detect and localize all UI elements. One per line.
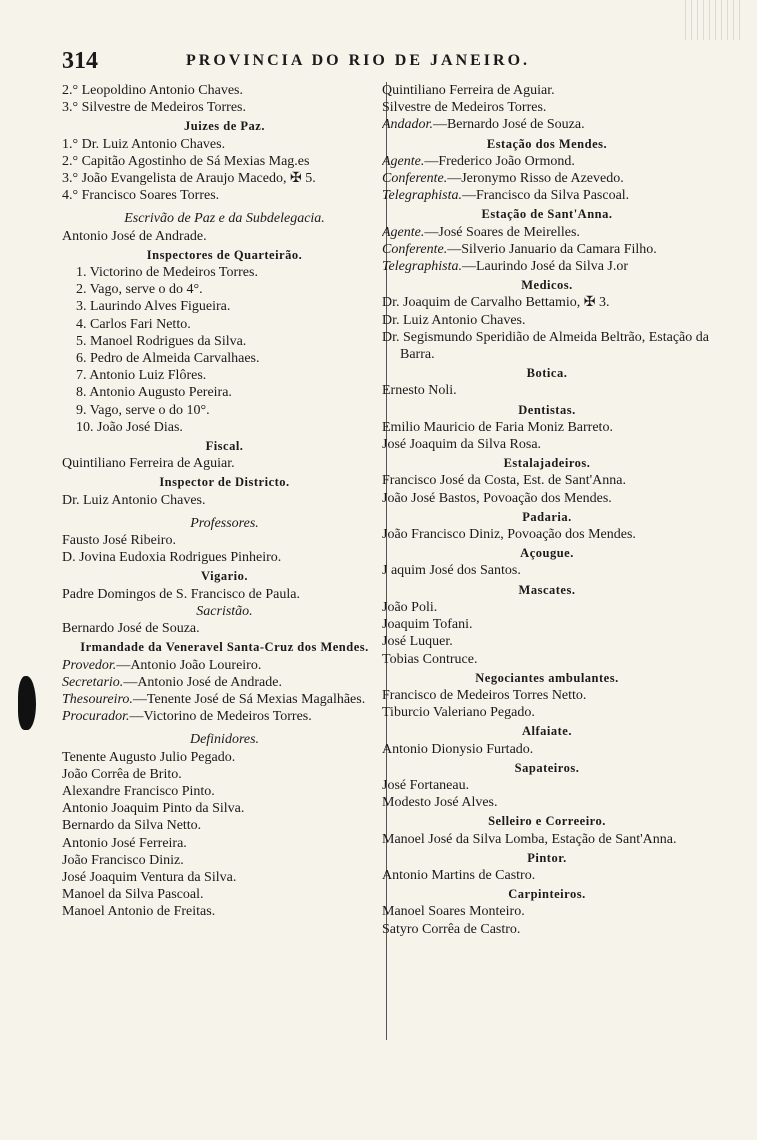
role-name: —Silverio Januario da Camara Filho. (447, 241, 657, 257)
role-label: Thesoureiro. (62, 691, 133, 707)
section-heading-estalajadeiros: Estalajadeiros. (503, 456, 591, 471)
list-item: Quintiliano Ferreira de Aguiar. (62, 456, 235, 472)
list-item: 3. Laurindo Alves Figueira. (76, 299, 231, 315)
section-heading-pintor: Pintor. (527, 850, 567, 865)
list-item: Tiburcio Valeriano Pegado. (382, 705, 535, 721)
role-name: —Frederico João Ormond. (424, 153, 575, 169)
list-item: Alexandre Francisco Pinto. (62, 783, 215, 799)
list-item (382, 187, 712, 204)
list-item: João Francisco Diniz, Povoação dos Mendes. (382, 527, 636, 543)
section-heading-sacristao: Sacristão. (196, 603, 253, 619)
list-item: Manoel da Silva Pascoal. (62, 887, 204, 903)
section-heading-sapateiros: Sapateiros. (514, 760, 580, 775)
role-name: —Victorino de Medeiros Torres. (129, 709, 312, 725)
list-item: 7. Antonio Luiz Flôres. (76, 368, 207, 384)
section-heading-santanna: Estação de Sant'Anna. (481, 207, 613, 222)
list-item: 8. Antonio Augusto Pereira. (76, 385, 232, 401)
list-item: Dr. Segismundo Speridião de Almeida Beltrão, Estação da Barra. (382, 329, 709, 363)
left-column (62, 82, 387, 921)
list-item: Dr. Joaquim de Carvalho Bettamio, ✠ 3. (382, 295, 610, 311)
section-heading-dentistas: Dentistas. (518, 402, 576, 417)
section-heading-juizes: Juizes de Paz. (184, 119, 265, 134)
list-item (382, 224, 712, 241)
list-item: Dr. Luiz Antonio Chaves. (62, 492, 206, 508)
list-item: 3.° João Evangelista de Araujo Macedo, ✠ 5. (62, 171, 316, 187)
role-label: Secretario. (62, 674, 124, 690)
right-column (382, 82, 712, 938)
list-item (382, 153, 712, 170)
list-item: 10. João José Dias. (76, 419, 183, 435)
section-heading-professores: Professores. (190, 515, 259, 531)
list-item: 3.° Silvestre de Medeiros Torres. (62, 100, 246, 116)
list-item: Silvestre de Medeiros Torres. (382, 100, 547, 116)
section-heading-mascates: Mascates. (518, 582, 576, 597)
list-item (382, 170, 712, 187)
list-item: Modesto José Alves. (382, 795, 498, 811)
section-heading-alfaiate: Alfaiate. (522, 724, 572, 739)
list-item (382, 241, 712, 258)
list-item: Padre Domingos de S. Francisco de Paula. (62, 586, 300, 602)
running-title: PROVINCIA DO RIO DE JANEIRO. (186, 52, 531, 69)
list-item: Satyro Corrêa de Castro. (382, 921, 521, 937)
list-item (62, 674, 387, 691)
list-item: José Joaquim Ventura da Silva. (62, 869, 237, 885)
list-item: José Joaquim da Silva Rosa. (382, 437, 542, 453)
list-item: Dr. Luiz Antonio Chaves. (382, 312, 526, 328)
list-item: 1.° Dr. Luiz Antonio Chaves. (62, 136, 226, 152)
page-number: 314 (62, 48, 98, 74)
list-item: Manoel Soares Monteiro. (382, 904, 525, 920)
role-label: Telegraphista. (382, 259, 462, 275)
list-item: José Luquer. (382, 634, 453, 650)
section-heading-negociantes: Negociantes ambulantes. (475, 670, 619, 685)
ink-blot (18, 676, 36, 730)
list-item: João José Bastos, Povoação dos Mendes. (382, 490, 612, 506)
page-edge-texture (685, 0, 745, 40)
role-label: Andador. (382, 117, 433, 133)
role-name: —Francisco da Silva Pascoal. (462, 188, 630, 204)
list-item: 6. Pedro de Almeida Carvalhaes. (76, 351, 260, 367)
section-heading-definidores: Definidores. (189, 732, 260, 748)
list-item: D. Jovina Eudoxia Rodrigues Pinheiro. (62, 550, 282, 566)
role-name: —Antonio João Loureiro. (116, 657, 262, 673)
list-item: Antonio Joaquim Pinto da Silva. (62, 801, 245, 817)
role-label: Conferente. (382, 241, 448, 257)
role-name: —Antonio José de Andrade. (123, 674, 282, 690)
list-item: João Corrêa de Brito. (62, 766, 182, 782)
role-name: —Jeronymo Risso de Azevedo. (447, 171, 624, 187)
list-item: Antonio Martins de Castro. (382, 867, 536, 883)
page-header (62, 48, 582, 74)
section-heading-mendes: Estação dos Mendes. (486, 136, 608, 151)
list-item: J aquim José dos Santos. (382, 563, 521, 579)
role-label: Procurador. (62, 709, 130, 725)
list-item: 4. Carlos Fari Netto. (76, 316, 191, 332)
role-label: Conferente. (382, 171, 448, 187)
list-item: 5. Manoel Rodrigues da Silva. (76, 333, 247, 349)
section-heading-botica: Botica. (526, 366, 568, 381)
list-item: Francisco José da Costa, Est. de Sant'Anna. (382, 473, 626, 489)
list-item: 2.° Capitão Agostinho de Sá Mexias Mag.es (62, 153, 310, 169)
role-label: Provedor. (62, 657, 117, 673)
section-heading-selleiro: Selleiro e Correeiro. (488, 814, 606, 829)
list-item (62, 657, 387, 674)
list-item: Bernardo José de Souza. (62, 621, 200, 637)
section-heading-escrivao: Escrivão de Paz e da Subdelegacia. (124, 211, 325, 227)
list-item: Ernesto Noli. (382, 383, 457, 399)
list-item: 2. Vago, serve o do 4°. (76, 282, 203, 298)
list-item: 4.° Francisco Soares Torres. (62, 188, 220, 204)
section-heading-vigario: Vigario. (201, 569, 248, 584)
list-item: Fausto José Ribeiro. (62, 533, 176, 549)
list-item: Antonio Dionysio Furtado. (382, 741, 534, 757)
list-item: Manoel José da Silva Lomba, Estação de Sant'Anna. (382, 831, 677, 847)
list-item (382, 116, 712, 133)
list-item: Quintiliano Ferreira de Aguiar. (382, 83, 555, 98)
list-item: Tenente Augusto Julio Pegado. (62, 749, 236, 765)
list-item: 2.° Leopoldino Antonio Chaves. (62, 83, 243, 98)
list-item (62, 708, 387, 725)
list-item: 9. Vago, serve o do 10°. (76, 402, 210, 418)
role-label: Agente. (382, 153, 425, 169)
section-heading-irmandade: Irmandade da Veneravel Santa-Cruz dos Mendes. (80, 640, 369, 655)
role-name: —José Soares de Meirelles. (424, 224, 580, 240)
role-label: Agente. (382, 224, 425, 240)
list-item: Tobias Contruce. (382, 651, 478, 667)
list-item: Emilio Mauricio de Faria Moniz Barreto. (382, 419, 613, 435)
list-item: Bernardo da Silva Netto. (62, 818, 202, 834)
section-heading-medicos: Medicos. (521, 278, 573, 293)
list-item (382, 258, 712, 275)
list-item: João Poli. (382, 599, 438, 615)
section-heading-padaria: Padaria. (522, 509, 572, 524)
section-heading-carpinteiros: Carpinteiros. (508, 887, 586, 902)
list-item: João Francisco Diniz. (62, 852, 184, 868)
list-item: Francisco de Medeiros Torres Netto. (382, 687, 587, 703)
role-label: Telegraphista. (382, 188, 462, 204)
section-heading-acougue: Açougue. (520, 546, 574, 561)
role-name: —Bernardo José de Souza. (432, 117, 585, 133)
list-item: Manoel Antonio de Freitas. (62, 904, 216, 920)
list-item: 1. Victorino de Medeiros Torres. (76, 265, 258, 281)
role-name: —Laurindo José da Silva J.or (462, 259, 629, 275)
list-item: Antonio José Ferreira. (62, 835, 187, 851)
section-heading-inspectores: Inspectores de Quarteirão. (146, 247, 303, 262)
role-name: —Tenente José de Sá Mexias Magalhães. (132, 691, 366, 707)
list-item: José Fortaneau. (382, 777, 470, 793)
section-heading-inspector-districto: Inspector de Districto. (159, 475, 290, 490)
list-item: Antonio José de Andrade. (62, 228, 207, 244)
list-item: Joaquim Tofani. (382, 617, 473, 633)
section-heading-fiscal: Fiscal. (205, 439, 244, 454)
list-item (62, 691, 387, 708)
